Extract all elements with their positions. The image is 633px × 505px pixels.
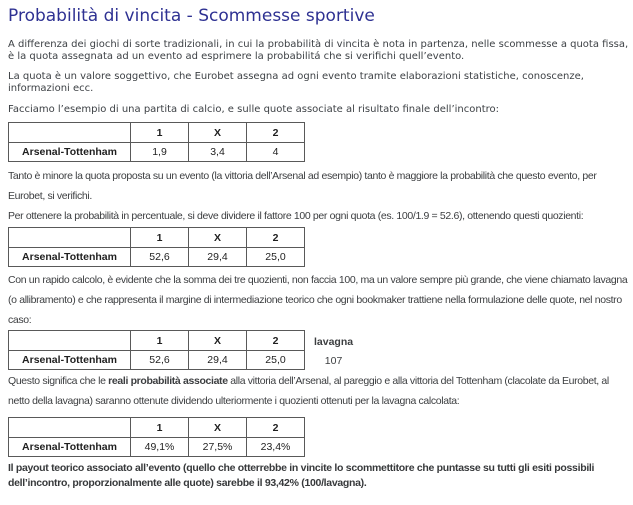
quotients-table-header-x: X — [189, 228, 247, 248]
quotes-table-value-x: 3,4 — [189, 143, 247, 162]
quotes-table-corner-cell — [9, 123, 131, 143]
probabilities-table-header-x: X — [189, 418, 247, 438]
quotients-table — [8, 227, 305, 267]
quotients-table-match-label: Arsenal-Tottenham — [9, 248, 131, 267]
probabilities-table-match-label: Arsenal-Tottenham — [9, 438, 131, 457]
quotients-table-corner-cell — [9, 228, 131, 248]
lavagna-table — [8, 330, 305, 370]
lavagna-table-corner-cell — [9, 331, 131, 351]
lavagna-table-match-label: Arsenal-Tottenham — [9, 351, 131, 370]
probabilities-table-corner-cell — [9, 418, 131, 438]
paragraph-percentage-method: Per ottenere la probabilità in percentuale, si deve dividere il fattore 100 per ogni quota (es. 100/1.9 = 52.6), ottenendo questi quozienti: — [8, 210, 584, 222]
paragraph-real-probabilities-lead: Questo significa che le — [8, 375, 109, 387]
probabilities-table-value-x: 27,5% — [189, 438, 247, 457]
quotes-table-header-x: X — [189, 123, 247, 143]
lavagna-label: lavagna — [314, 336, 354, 348]
lavagna-table-header-2: 2 — [247, 331, 305, 351]
paragraph-example-lead: Facciamo l’esempio di una partita di calcio, e sulle quote associate al risultato finale dell’incontro: — [8, 104, 499, 115]
quotes-table-header-1: 1 — [131, 123, 189, 143]
quotes-table — [8, 122, 305, 162]
quotes-table-value-1: 1,9 — [131, 143, 189, 162]
lavagna-table-row — [8, 330, 629, 371]
paragraph-real-probabilities-rest: alla vittoria dell’Arsenal, al pareggio e alla vittoria del Tottenham (clacolate da Eurobet, al netto della lavagna) saranno ottenute dividendo ulteriormente i quozienti ottenuti per la lavagna calcolata: — [8, 375, 609, 407]
paragraph-intro-1: A differenza dei giochi di sorte tradizionali, in cui la probabilità di vincita è nota in partenza, nelle scommesse a quota fissa, è la quota assegnata ad un evento ad esprimere la probabilitá che si verifichi quell’evento. — [8, 39, 629, 62]
paragraph-real-probabilities-emphasis: reali probabilità associate — [108, 375, 228, 387]
page-title: Probabilità di vincita - Scommesse sportive — [8, 6, 375, 26]
lavagna-side-panel — [314, 330, 353, 371]
lavagna-table-header-x: X — [189, 331, 247, 351]
lavagna-table-header-1: 1 — [131, 331, 189, 351]
paragraph-lavagna-explanation: Con un rapido calcolo, è evidente che la somma dei tre quozienti, non faccia 100, ma un valore sempre più grande, che viene chiamato lavagna (o allibramento) e che rappresenta il margine di intermediazione teorico che ogni bookmaker trattiene nella formulazione delle quote, nel nostro caso: — [8, 274, 628, 326]
quotes-table-value-2: 4 — [247, 143, 305, 162]
probabilities-table-value-1: 49,1% — [131, 438, 189, 457]
quotes-table-header-2: 2 — [247, 123, 305, 143]
lavagna-table-value-x: 29,4 — [189, 351, 247, 370]
lavagna-table-value-1: 52,6 — [131, 351, 189, 370]
paragraph-payout: Il payout teorico associato all’evento (quello che otterrebbe in vincite lo scommettitore che puntasse su tutti gli esiti possibili dell’incontro, proporzionalmente alle quote) sarebbe il 93,42% (100/lavagna). — [8, 462, 595, 489]
quotes-table-match-label: Arsenal-Tottenham — [9, 143, 131, 162]
lavagna-table-value-2: 25,0 — [247, 351, 305, 370]
probabilities-table-value-2: 23,4% — [247, 438, 305, 457]
probabilities-table-header-2: 2 — [247, 418, 305, 438]
quotients-table-header-2: 2 — [247, 228, 305, 248]
paragraph-intro-2: La quota è un valore soggettivo, che Eurobet assegna ad ogni evento tramite elaborazioni statistiche, conoscenze, informazioni ecc. — [8, 71, 584, 94]
quotients-table-value-2: 25,0 — [247, 248, 305, 267]
paragraph-lower-quote: Tanto è minore la quota proposta su un evento (la vittoria dell’Arsenal ad esempio) tanto è maggiore la probabilità che questo evento, per Eurobet, si verifichi. — [8, 170, 597, 202]
lavagna-value: 107 — [324, 355, 343, 367]
paragraph-real-probabilities — [8, 371, 629, 411]
quotients-table-value-1: 52,6 — [131, 248, 189, 267]
probabilities-table — [8, 417, 305, 457]
quotients-table-header-1: 1 — [131, 228, 189, 248]
probabilities-table-header-1: 1 — [131, 418, 189, 438]
quotients-table-value-x: 29,4 — [189, 248, 247, 267]
